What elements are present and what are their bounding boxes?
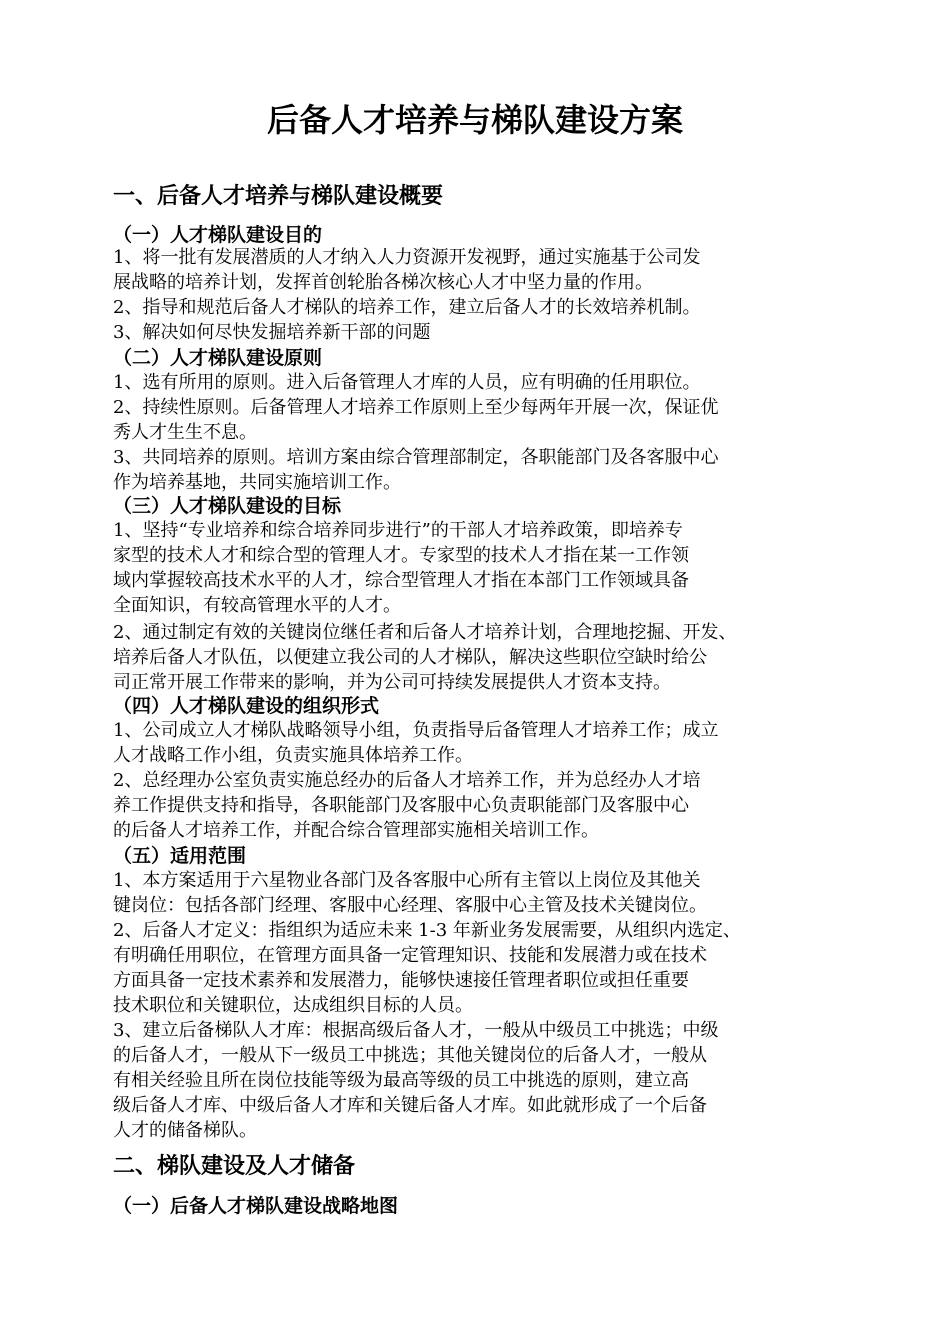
paragraph-1-4-2 xyxy=(113,768,853,843)
paragraph-1-1-2 xyxy=(113,295,853,320)
paragraph-1-3-2 xyxy=(113,620,853,695)
paragraph-line: 有相关经验且所在岗位技能等级为最高等级的员工中挑选的原则，建立高 xyxy=(113,1070,689,1091)
paragraph-line: 2、指导和规范后备人才梯队的培养工作，建立后备人才的长效培养机制。 xyxy=(113,297,701,318)
paragraph-line: 作为培养基地，共同实施培训工作。 xyxy=(113,472,401,493)
paragraph-line: 展战略的培养计划，发挥首创轮胎各梯次核心人才中坚力量的作用。 xyxy=(113,272,653,293)
paragraph-line: 2、总经理办公室负责实施总经办的后备人才培养工作，并为总经办人才培 xyxy=(113,770,701,791)
paragraph-line: 1、选有所用的原则。进入后备管理人才库的人员，应有明确的任用职位。 xyxy=(113,372,701,393)
subsection-heading-1-2: （二）人才梯队建设原则 xyxy=(113,347,323,369)
paragraph-line: 3、共同培养的原则。培训方案由综合管理部制定，各职能部门及各客服中心 xyxy=(113,447,719,468)
subsection-heading-1-3: （三）人才梯队建设的目标 xyxy=(113,495,342,517)
paragraph-line: 3、解决如何尽快发掘培养新干部的问题 xyxy=(113,322,431,343)
document-title: 后备人才培养与梯队建设方案 xyxy=(266,101,683,139)
paragraph-line: 1、将一批有发展潜质的人才纳入人力资源开发视野，通过实施基于公司发 xyxy=(113,247,701,268)
paragraph-line: 1、坚持“专业培养和综合培养同步进行”的干部人才培养政策，即培养专 xyxy=(113,520,683,541)
paragraph-line: 养工作提供支持和指导，各职能部门及客服中心负责职能部门及客服中心 xyxy=(113,795,689,816)
paragraph-1-1-1 xyxy=(113,245,853,295)
paragraph-line: 家型的技术人才和综合型的管理人才。专家型的技术人才指在某一工作领 xyxy=(113,545,689,566)
paragraph-line: 有明确任用职位，在管理方面具备一定管理知识、技能和发展潜力或在技术 xyxy=(113,945,707,966)
paragraph-line: 域内掌握较高技术水平的人才，综合型管理人才指在本部门工作领域具备 xyxy=(113,570,689,591)
paragraph-line: 键岗位：包括各部门经理、客服中心经理、客服中心主管及技术关键岗位。 xyxy=(113,895,707,916)
paragraph-line: 全面知识，有较高管理水平的人才。 xyxy=(113,595,401,616)
paragraph-line: 3、建立后备梯队人才库：根据高级后备人才，一般从中级员工中挑选；中级 xyxy=(113,1020,719,1041)
paragraph-1-2-2 xyxy=(113,395,853,445)
paragraph-1-3-1 xyxy=(113,518,853,618)
section-heading-1: 一、后备人才培养与梯队建设概要 xyxy=(113,184,444,209)
paragraph-1-4-1 xyxy=(113,718,853,768)
paragraph-1-2-3 xyxy=(113,445,853,495)
subsection-heading-1-1: （一）人才梯队建设目的 xyxy=(113,224,323,246)
section-heading-2: 二、梯队建设及人才储备 xyxy=(113,1154,356,1179)
paragraph-1-5-3 xyxy=(113,1018,853,1143)
paragraph-line: 秀人才生生不息。 xyxy=(113,422,257,443)
paragraph-line: 司正常开展工作带来的影响，并为公司可持续发展提供人才资本支持。 xyxy=(113,672,671,693)
paragraph-1-5-2 xyxy=(113,918,853,1018)
paragraph-line: 2、持续性原则。后备管理人才培养工作原则上至少每两年开展一次，保证优 xyxy=(113,397,719,418)
paragraph-line: 级后备人才库、中级后备人才库和关键后备人才库。如此就形成了一个后备 xyxy=(113,1095,707,1116)
paragraph-1-5-1 xyxy=(113,868,853,918)
paragraph-line: 1、公司成立人才梯队战略领导小组，负责指导后备管理人才培养工作；成立 xyxy=(113,720,719,741)
paragraph-line: 2、后备人才定义：指组织为适应未来 1-3 年新业务发展需要，从组织内选定、 xyxy=(113,920,741,941)
subsection-heading-1-5: （五）适用范围 xyxy=(113,845,247,867)
paragraph-line: 技术职位和关键职位，达成组织目标的人员。 xyxy=(113,995,473,1016)
paragraph-line: 人才战略工作小组，负责实施具体培养工作。 xyxy=(113,745,473,766)
paragraph-line: 的后备人才培养工作，并配合综合管理部实施相关培训工作。 xyxy=(113,820,599,841)
paragraph-line: 人才的储备梯队。 xyxy=(113,1120,257,1141)
subsection-heading-1-4: （四）人才梯队建设的组织形式 xyxy=(113,695,380,717)
paragraph-line: 1、本方案适用于六星物业各部门及各客服中心所有主管以上岗位及其他关 xyxy=(113,870,701,891)
subsection-heading-2-1: （一）后备人才梯队建设战略地图 xyxy=(113,1195,399,1217)
paragraph-1-1-3 xyxy=(113,320,853,345)
paragraph-1-2-1 xyxy=(113,370,853,395)
paragraph-line: 方面具备一定技术素养和发展潜力，能够快速接任管理者职位或担任重要 xyxy=(113,970,689,991)
paragraph-line: 培养后备人才队伍，以便建立我公司的人才梯队，解决这些职位空缺时给公 xyxy=(113,647,707,668)
paragraph-line: 2、通过制定有效的关键岗位继任者和后备人才培养计划，合理地挖掘、开发、 xyxy=(113,622,737,643)
paragraph-line: 的后备人才，一般从下一级员工中挑选；其他关键岗位的后备人才，一般从 xyxy=(113,1045,707,1066)
